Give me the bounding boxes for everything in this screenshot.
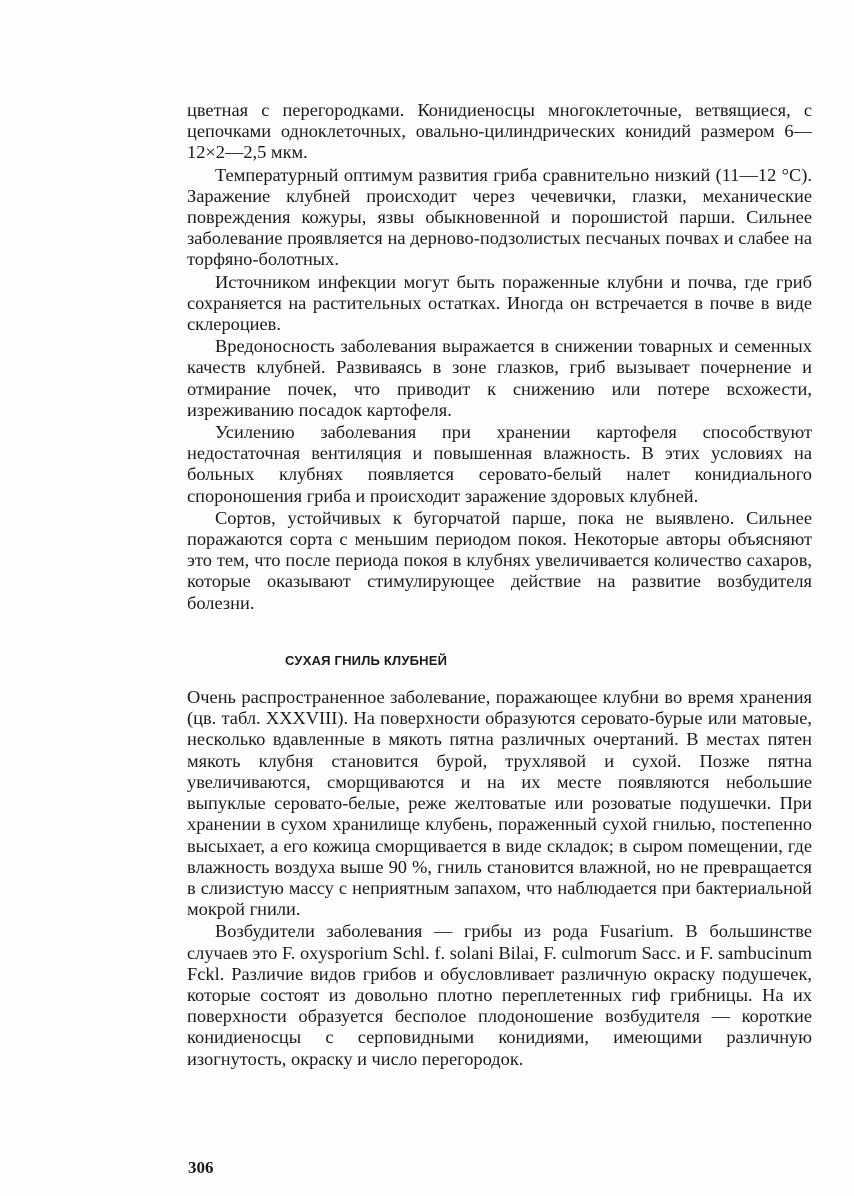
paragraph-continuation: цветная с перегородками. Конидиеносцы многоклеточные, ветвящиеся, с цепочками одноклеточных, овально-цилиндрических конидий размером 6—12×2—2,5 мкм.	[187, 100, 812, 163]
paragraph-storage: Усилению заболевания при хранении картофеля способствуют недостаточная вентиляция и повышенная влажность. В этих условиях на больных клубнях появляется серовато-белый налет конидиального спороношения гриба и происходит заражение здоровых клубней.	[187, 422, 812, 506]
page-number: 306	[188, 1158, 214, 1177]
paragraph-temperature: Температурный оптимум развития гриба сравнительно низкий (11—12 °С). Заражение клубней происходит через чечевички, глазки, механические повреждения кожуры, язвы обыкновенной и порошистой парши. Сильнее заболевание проявляется на дерново-подзолистых песчаных почвах и слабее на торфяно-болотных.	[187, 164, 812, 270]
section-heading: СУХАЯ ГНИЛЬ КЛУБНЕЙ	[285, 652, 448, 668]
paragraph-varieties: Сортов, устойчивых к бугорчатой парше, пока не выявлено. Сильнее поражаются сорта с меньшим периодом покоя. Некоторые авторы объясняют это тем, что после периода покоя в клубнях увеличивается количество сахаров, которые оказывают стимулирующее действие на развитие возбудителя болезни.	[187, 507, 812, 613]
paragraph-pathogens: Возбудители заболевания — грибы из рода Fusarium. В большинстве случаев это F. oxysporium Schl. f. solani Bilai, F. culmorum Sacc. и F. sambucinum Fckl. Различие видов грибов и обусловливает различную окраску подушечек, которые состоят из довольно плотно переплетенных гиф грибницы. На их поверхности образуется бесполое плодоношение возбудителя — короткие конидиеносцы с серповидными конидиями, имеющими различную изогнутость, окраску и число перегородок.	[187, 921, 812, 1069]
paragraph-infection-source: Источником инфекции могут быть пораженные клубни и почва, где гриб сохраняется на растительных остатках. Иногда он встречается в почве в виде склероциев.	[187, 271, 812, 335]
body-text	[187, 100, 812, 1070]
paragraph-dry-rot-description: Очень распространенное заболевание, поражающее клубни во время хранения (цв. табл. XXXVIII). На поверхности образуются серовато-бурые или матовые, несколько вдавленные в мякоть пятна различных очертаний. В местах пятен мякоть клубня становится бурой, трухлявой и сухой. Позже пятна увеличиваются, сморщиваются и на их месте появляются небольшие выпуклые серовато-белые, реже желтоватые или розоватые подушечки. При хранении в сухом хранилище клубень, пораженный сухой гнилью, постепенно высыхает, а его кожица сморщивается в виде складок; в сыром помещении, где влажность воздуха выше 90 %, гниль становится влажной, но не превращается в слизистую массу с неприятным запахом, что наблюдается при бактериальной мокрой гнили.	[187, 687, 812, 920]
paragraph-harmfulness: Вредоносность заболевания выражается в снижении товарных и семенных качеств клубней. Развиваясь в зоне глазков, гриб вызывает почернение и отмирание почек, что приводит к снижению или потере всхожести, изреживанию посадок картофеля.	[187, 336, 812, 420]
